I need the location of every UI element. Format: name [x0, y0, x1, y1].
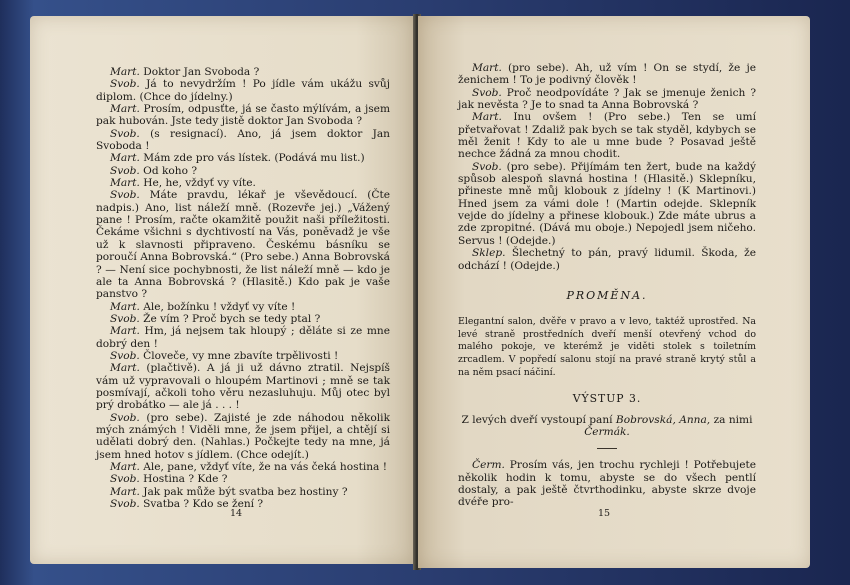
dialogue-text: Svatba ? Kdo se žení ? [143, 498, 264, 511]
scene-change-heading: PROMĚNA. [566, 288, 648, 302]
speaker-name: Mart. [110, 103, 140, 116]
dialogue-paragraph [96, 78, 390, 103]
closing-text: Prosím vás, jen trochu rychleji ! Potřebujete několik hodin k tomu, abyste se do všech pentlí dostaly, a pak ještě čtvrthodinku, abyste skrze dvoje dvéře pro- [458, 459, 756, 509]
speaker-name: Mart. [472, 62, 502, 74]
dialogue-paragraph [96, 152, 390, 164]
dialogue-text: Máte pravdu, lékař je vševědoucí. (Čte nadpis.) Ano, list náleží mně. (Rozevře jej.) „Vážený pane ! Prosím, račte okamžitě použit naši příležitosti. Čekáme všichni s dychtivostí na Vás, poněvadž je vše už k slavnosti připraveno. Českému básníku se poroučí Anna Bobrovská.“ (Pro sebe.) Anna Bobrovská ? — Není sice pochybnosti, že list náleží mně — kdo je ale ta Anna Bobrovská ? (Hlasitě.) Kdo pak je vaše panstvo ? [96, 189, 390, 301]
left-page [30, 16, 414, 564]
right-page [418, 16, 810, 568]
dialogue-text: (plačtivě). A já ji už dávno ztratil. Nejspíš vám už vypravovali o hloupém Martinovi ; mně se tak posmívají, ačkoli toho věru nezasluhuju. Můj otec byl prý drobátko — ale já . . . ! [96, 362, 390, 412]
left-page-number: 14 [229, 508, 243, 519]
dialogue-text: Hostina ? Kde ? [143, 473, 228, 486]
dialogue-text: He, he, vždyť vy víte. [143, 177, 256, 190]
speaker-name: Sklep. [472, 247, 506, 260]
dialogue-paragraph [96, 103, 390, 128]
dialogue-text: Já to nevydržím ! Po jídle vám ukážu svůj diplom. (Chce do jídelny.) [96, 78, 390, 103]
closing-paragraph [458, 459, 756, 508]
closing-speaker: Čerm. [472, 459, 505, 472]
dialogue-paragraph [458, 161, 756, 247]
dialogue-text: Šlechetný to pán, pravý lidumil. Škoda, že odchází ! (Odejde.) [458, 247, 756, 272]
right-page-text [458, 62, 756, 509]
speaker-name: Mart. [110, 325, 140, 338]
entry-last: Čermák. [584, 425, 630, 438]
dialogue-paragraph [96, 165, 390, 177]
dialogue-text: Proč neodpovídáte ? Jak se jmenuje ženich ? jak nevěsta ? Je to snad ta Anna Bobrovská ? [458, 86, 756, 112]
dialogue-paragraph [458, 62, 756, 87]
dialogue-text: Jak pak může být svatba bez hostiny ? [143, 485, 348, 498]
entry-prefix: Z levých dveří vystoupí paní [461, 413, 613, 426]
speaker-name: Mart. [110, 152, 140, 165]
dialogue-text: (pro sebe). Ah, už vím ! On se stydí, že je ženichem ! To je podivný člověk ! [458, 62, 757, 87]
speaker-name: Svob. [472, 160, 502, 173]
dialogue-text: (pro sebe). Zajisté je zde náhodou několik mých známých ! Viděli mne, že jsem přijel, a chtějí si udělati dobrý den. (Nahlas.) Počkejte tedy na mne, já jsem hned hotov s jídlem. (Chce odejít.) [96, 411, 390, 461]
dialogue-paragraph [96, 362, 390, 411]
dialogue-text: Človeče, vy mne zbavíte trpělivosti ! [143, 349, 339, 362]
speaker-name: Mart. [110, 485, 140, 498]
stage-direction: Elegantní salon, dvěře v pravo a v levo, taktéž uprostřed. Na levé straně prostředních dveří menší otevřený vchod do malého pokoje, ve kterémž je viděti stolek s toiletním zrcadlem. V popředí salonu stojí na pravé straně krytý stůl a na něm psací náčiní. [458, 316, 756, 378]
speaker-name: Svob. [110, 498, 140, 511]
speaker-name: Svob. [110, 164, 140, 177]
dialogue-paragraph [96, 301, 390, 313]
dialogue-paragraph [96, 412, 390, 461]
dialogue-text: Prosím, odpusťte, já se často mýlívám, a jsem pak hubován. Jste tedy jistě doktor Jan Svoboda ? [96, 103, 390, 128]
dialogue-paragraph [96, 486, 390, 498]
speaker-name: Svob. [110, 312, 140, 325]
dialogue-paragraph [96, 313, 390, 325]
dialogue-text: Že vím ? Proč bych se tedy ptal ? [143, 312, 321, 325]
right-dialogue [458, 62, 756, 272]
dialogue-paragraph [458, 247, 756, 272]
entry-names: Bobrovská, Anna, [615, 413, 711, 426]
speaker-name: Svob. [110, 127, 140, 140]
speaker-name: Svob. [110, 411, 140, 424]
dialogue-text: Od koho ? [143, 164, 198, 177]
dialogue-paragraph [458, 87, 756, 112]
dialogue-paragraph [96, 350, 390, 362]
speaker-name: Mart. [472, 111, 502, 124]
speaker-name: Mart. [110, 461, 140, 473]
speaker-name: Mart. [110, 66, 140, 78]
speaker-name: Svob. [110, 78, 140, 91]
speaker-name: Svob. [110, 189, 140, 202]
entry-middle: za nimi [713, 413, 753, 426]
speaker-name: Svob. [110, 473, 140, 486]
right-page-number: 15 [597, 508, 611, 519]
dialogue-text: (s resignací). Ano, já jsem doktor Jan Svoboda ! [96, 127, 390, 153]
dialogue-paragraph [96, 66, 390, 78]
speaker-name: Svob. [110, 349, 140, 362]
dialogue-paragraph [458, 111, 756, 160]
dialogue-paragraph [96, 189, 390, 300]
dialogue-paragraph [96, 128, 390, 153]
dialogue-text: Doktor Jan Svoboda ? [143, 66, 260, 78]
left-page-text [96, 66, 390, 510]
section-rule [597, 448, 617, 449]
dialogue-paragraph [96, 325, 390, 350]
speaker-name: Svob. [472, 86, 502, 99]
dialogue-paragraph [96, 473, 390, 485]
scene-title: VÝSTUP 3. [572, 392, 642, 406]
speaker-name: Mart. [110, 362, 140, 375]
dialogue-text: Ale, pane, vždyť víte, že na vás čeká hostina ! [143, 461, 387, 473]
dialogue-text: (pro sebe). Přijímám ten žert, bude na každý spůsob alespoň slavná hostina ! (Hlasitě.) Sklepníku, přineste mně můj klobouk z jídelny ! (K Martinovi.) Hned jsem za vámi dole ! (Martin odejde. Sklepník vejde do jídelny a přinese klobouk.) Zde máte ubrus a zde zpropitné. (Dává mu oboje.) Nepojedl jsem ničeho. Servus ! (Odejde.) [458, 160, 756, 247]
dialogue-paragraph [96, 461, 390, 473]
speaker-name: Mart. [110, 300, 140, 313]
dialogue-text: Hm, já nejsem tak hloupý ; děláte si ze mne dobrý den ! [96, 325, 390, 350]
dialogue-text: Mám zde pro vás lístek. (Podává mu list.) [143, 152, 365, 165]
dialogue-text: Inu ovšem ! (Pro sebe.) Ten se umí přetvařovat ! Zdaliž pak bych se tak styděl, kdybych se měl ženit ! Kdy to ale u mne bude ? Posavad ještě nechce žádná za mnou chodit. [458, 111, 756, 161]
speaker-name: Mart. [110, 177, 140, 190]
dialogue-text: Ale, božínku ! vždyť vy víte ! [143, 300, 296, 313]
dialogue-paragraph [96, 177, 390, 189]
entry-direction [458, 414, 756, 439]
